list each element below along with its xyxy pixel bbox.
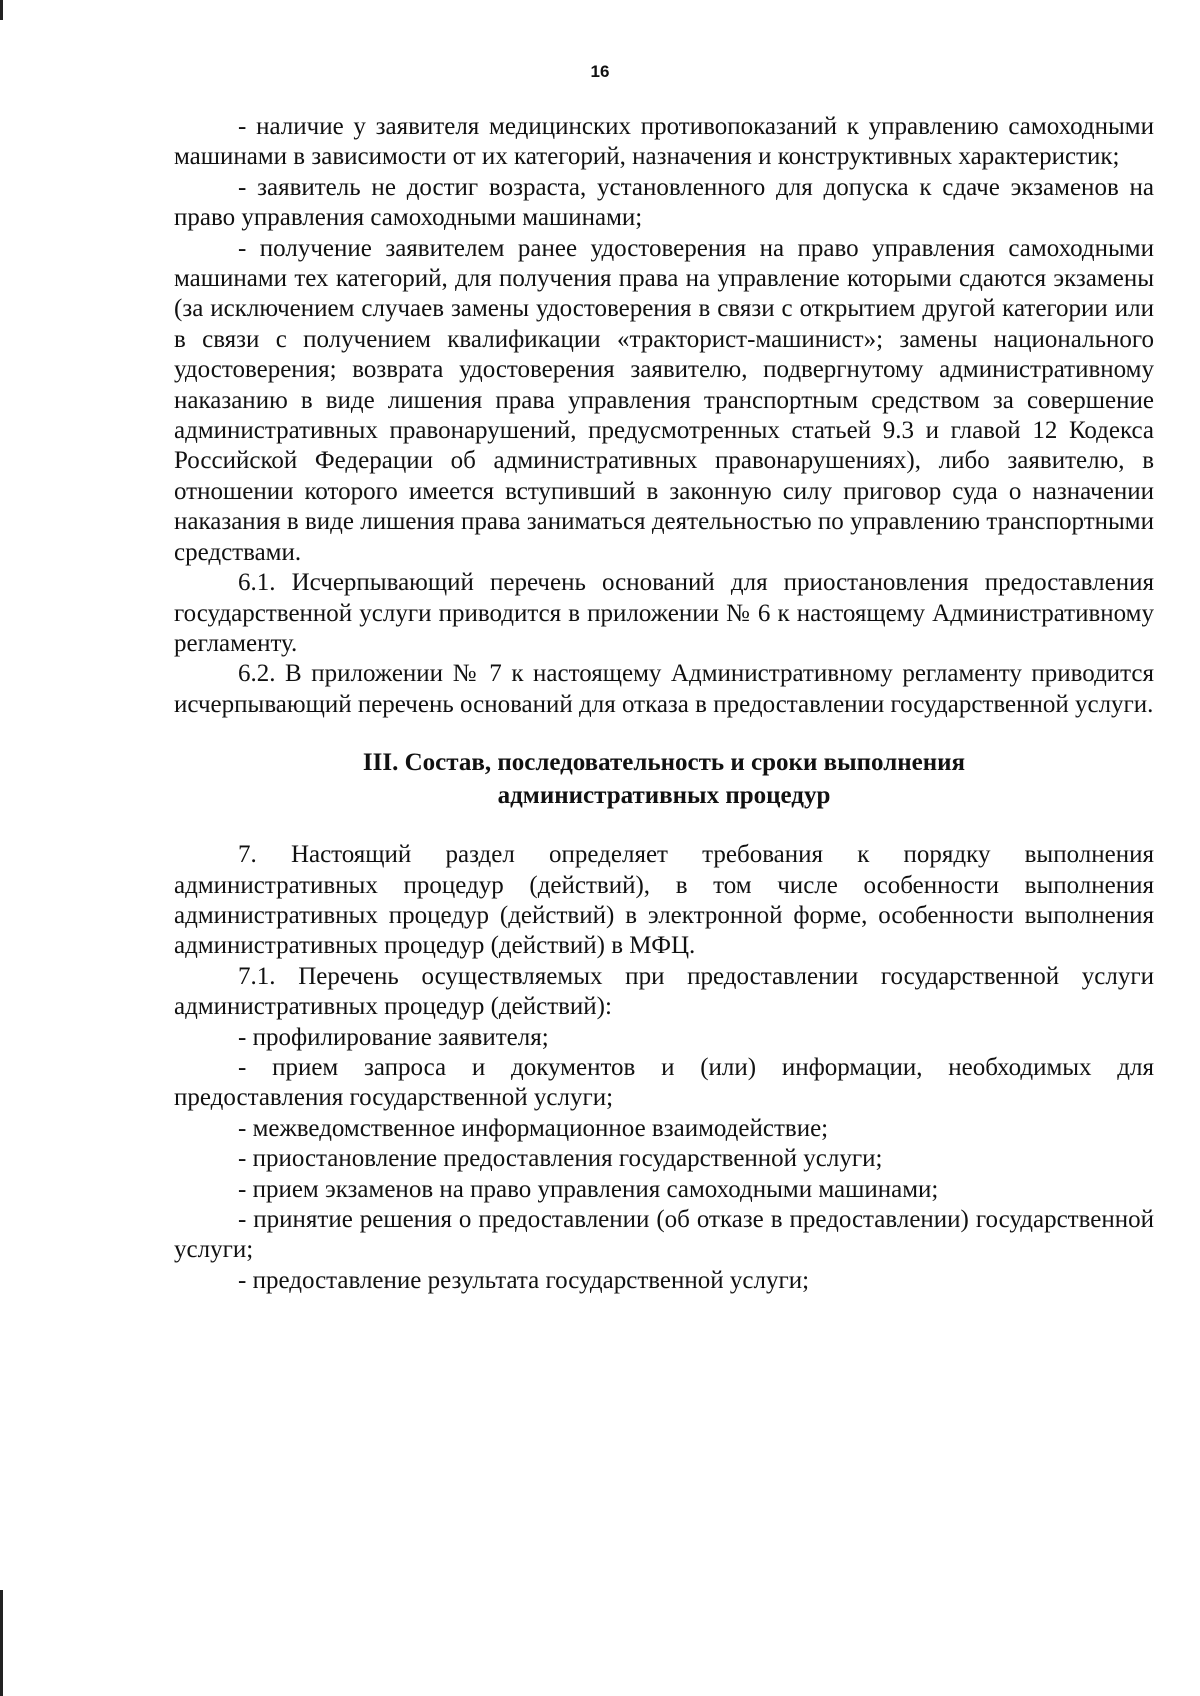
document-body [174,112,1154,1296]
section-heading [174,746,1154,812]
list-item: - межведомственное информационное взаимодействие; [238,1114,829,1142]
paragraph-6-1: 6.1. Исчерпывающий перечень оснований для приостановления предоставления государственной услуги приводится в приложении № 6 к настоящему Административному регламенту. [174,569,1154,657]
list-item: - профилирование заявителя; [238,1023,549,1051]
section-heading-line-2: административных процедур [497,782,831,810]
list-item: - приостановление предоставления государственной услуги; [238,1145,883,1173]
paragraph-prior-license: - получение заявителем ранее удостоверения на право управления самоходными машинами тех категорий, для получения права на управление которыми сдаются экзамены (за исключением случаев замены удостоверения в связи с открытием другой категории или в связи с получением квалификации «тракторист-машинист»; замены национального удостоверения; возврата удостоверения заявителю, подвергнутому административному наказанию в виде лишения права управления транспортным средством за совершение административных правонарушений, предусмотренных статьей 9.3 и главой 12 Кодекса Российской Федерации об административных правонарушениях), либо заявителю, в отношении которого имеется вступивший в законную силу приговор суда о назначении наказания в виде лишения права заниматься деятельностью по управлению транспортными средствами. [174,234,1154,566]
list-item: - прием экзаменов на право управления самоходными машинами; [238,1175,939,1203]
paragraph-medical-contraindications: - наличие у заявителя медицинских противопоказаний к управлению самоходными машинами в зависимости от их категорий, назначения и конструктивных характеристик; [174,113,1154,171]
list-item: - принятие решения о предоставлении (об отказе в предоставлении) государственной услуги; [174,1206,1154,1264]
list-item: - предоставление результата государственной услуги; [238,1266,810,1294]
paragraph-6-2: 6.2. В приложении № 7 к настоящему Административному регламенту приводится исчерпывающий перечень оснований для отказа в предоставлении государственной услуги. [174,660,1154,718]
paragraph-7-1: 7.1. Перечень осуществляемых при предоставлении государственной услуги административных процедур (действий): [174,962,1154,1021]
section-heading-line-1: III. Состав, последовательность и сроки выполнения [362,749,966,777]
list-item: - прием запроса и документов и (или) информации, необходимых для предоставления государственной услуги; [174,1053,1154,1112]
paragraph-7: 7. Настоящий раздел определяет требования к порядку выполнения административных процедур (действий), в том числе особенности выполнения административных процедур (действий) в электронной форме, особенности выполнения административных процедур (действий) в МФЦ. [174,841,1154,960]
page-number: 16 [590,62,610,81]
scan-edge [0,0,3,1696]
paragraph-age-requirement: - заявитель не достиг возраста, установленного для допуска к сдаче экзаменов на право управления самоходными машинами; [174,173,1154,232]
